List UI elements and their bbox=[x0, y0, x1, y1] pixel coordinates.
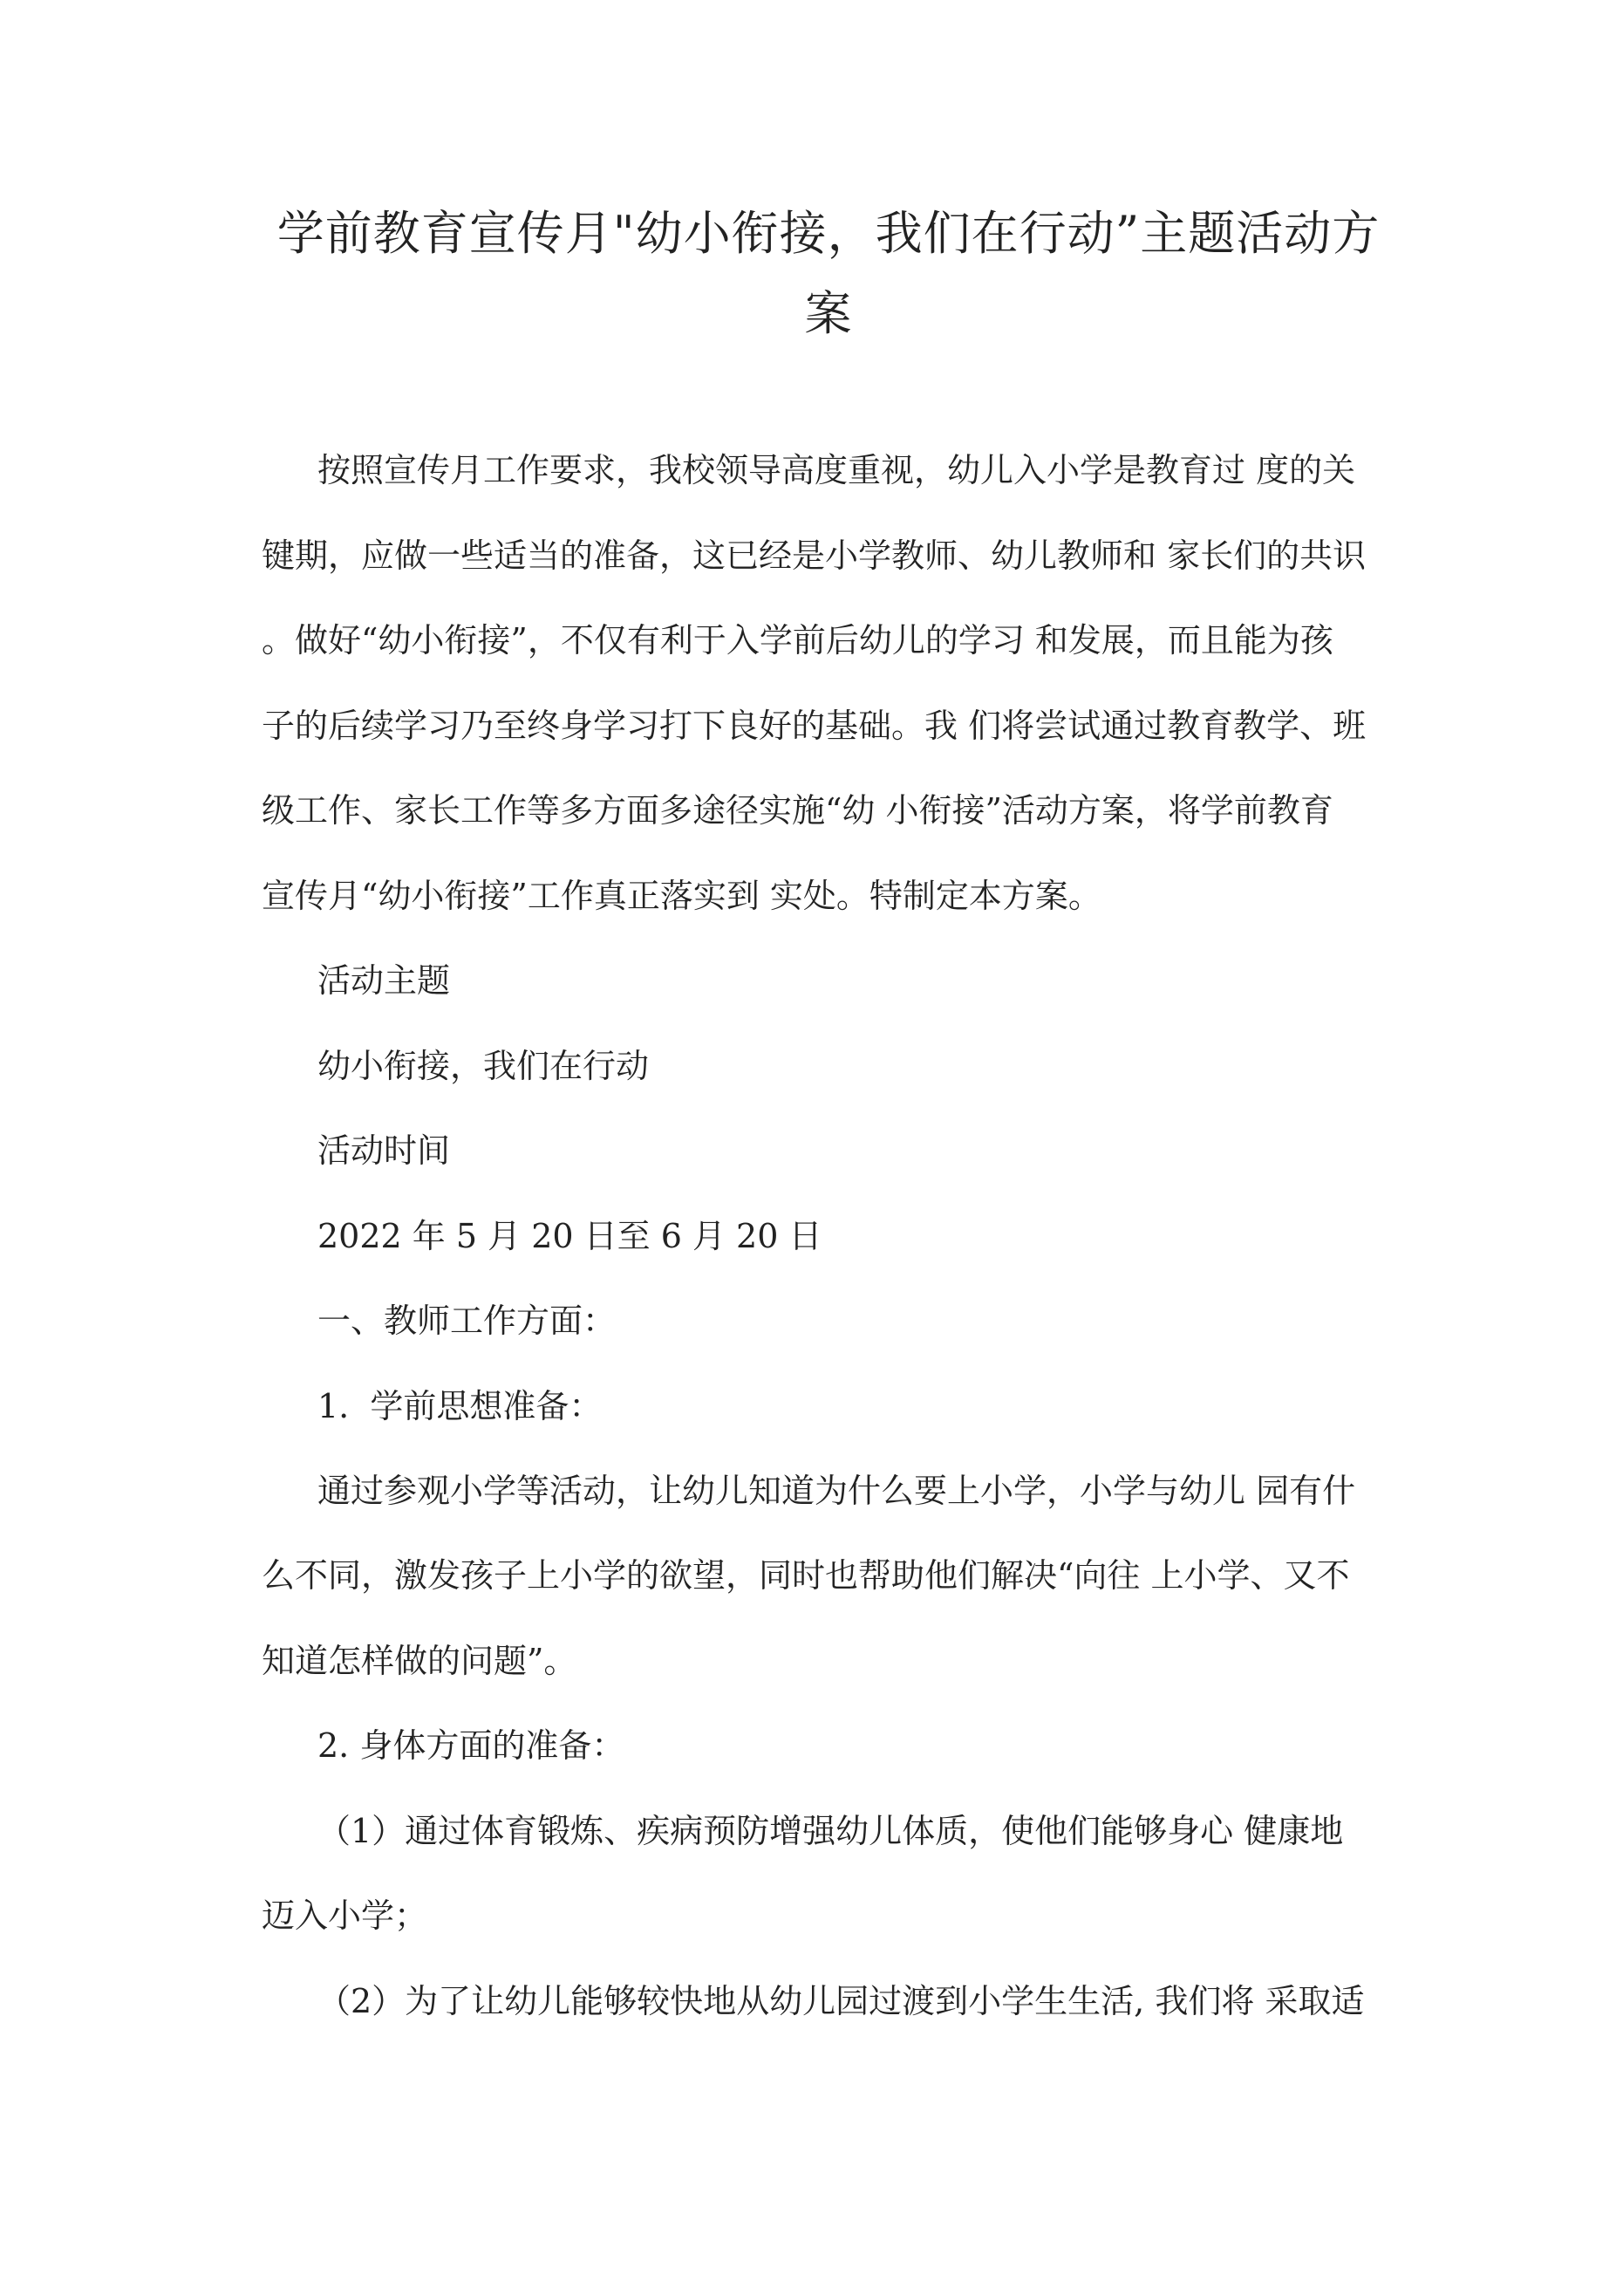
title-line-1: 学前教育宣传月"幼小衔接，我们在行动”主题活动方 bbox=[276, 206, 1381, 261]
intro-line-4: 子的后续学习乃至终身学习打下良好的基础。我 们将尝试通过教育教学、班 bbox=[262, 707, 1367, 745]
intro-line-2: 键期，应做一些适当的准备，这已经是小学教师、幼儿教师和 家长们的共识 bbox=[262, 536, 1367, 575]
item1-line-2: 么不同，激发孩子上小学的欲望，同时也帮助他们解决“向往 上小学、又不 bbox=[262, 1556, 1350, 1595]
title-line-2: 案 bbox=[804, 286, 853, 341]
intro-line-1: 按照宣传月工作要求，我校领导高度重视，幼儿入小学是教育过 度的关 bbox=[317, 451, 1356, 489]
document-title bbox=[262, 194, 1395, 354]
theme-value: 幼小衔接，我们在行动 bbox=[317, 1047, 650, 1085]
item1-line-1: 通过参观小学等活动，让幼儿知道为什么要上小学，小学与幼儿 园有什 bbox=[317, 1472, 1356, 1510]
item2-sub1-line-2: 迈入小学； bbox=[262, 1896, 428, 1935]
item2-sub1-line-1: （1）通过体育锻炼、疾病预防增强幼儿体质，使他们能够身心 健康地 bbox=[317, 1812, 1344, 1850]
item2-heading: 2. 身体方面的准备： bbox=[317, 1726, 625, 1765]
item2-sub2-line-1: （2）为了让幼儿能够较快地从幼儿园过渡到小学生生活, 我们将 采取适 bbox=[317, 1982, 1365, 2020]
section1-heading: 一、教师工作方面： bbox=[317, 1302, 617, 1340]
intro-line-6: 宣传月“幼小衔接”工作真正落实到 实处。特制定本方案。 bbox=[262, 877, 1101, 915]
time-heading: 活动时间 bbox=[317, 1131, 451, 1170]
theme-heading: 活动主题 bbox=[317, 961, 451, 1000]
item1-line-3: 知道怎样做的问题”。 bbox=[262, 1642, 577, 1680]
intro-line-3: 。做好“幼小衔接”，不仅有利于入学前后幼儿的学习 和发展，而且能为孩 bbox=[262, 621, 1333, 659]
time-value: 2022 年 5 月 20 日至 6 月 20 日 bbox=[317, 1217, 822, 1255]
item1-heading: 1. 学前思想准备： bbox=[317, 1387, 603, 1425]
intro-line-5: 级工作、家长工作等多方面多途径实施“幼 小衔接”活动方案，将学前教育 bbox=[262, 791, 1333, 830]
